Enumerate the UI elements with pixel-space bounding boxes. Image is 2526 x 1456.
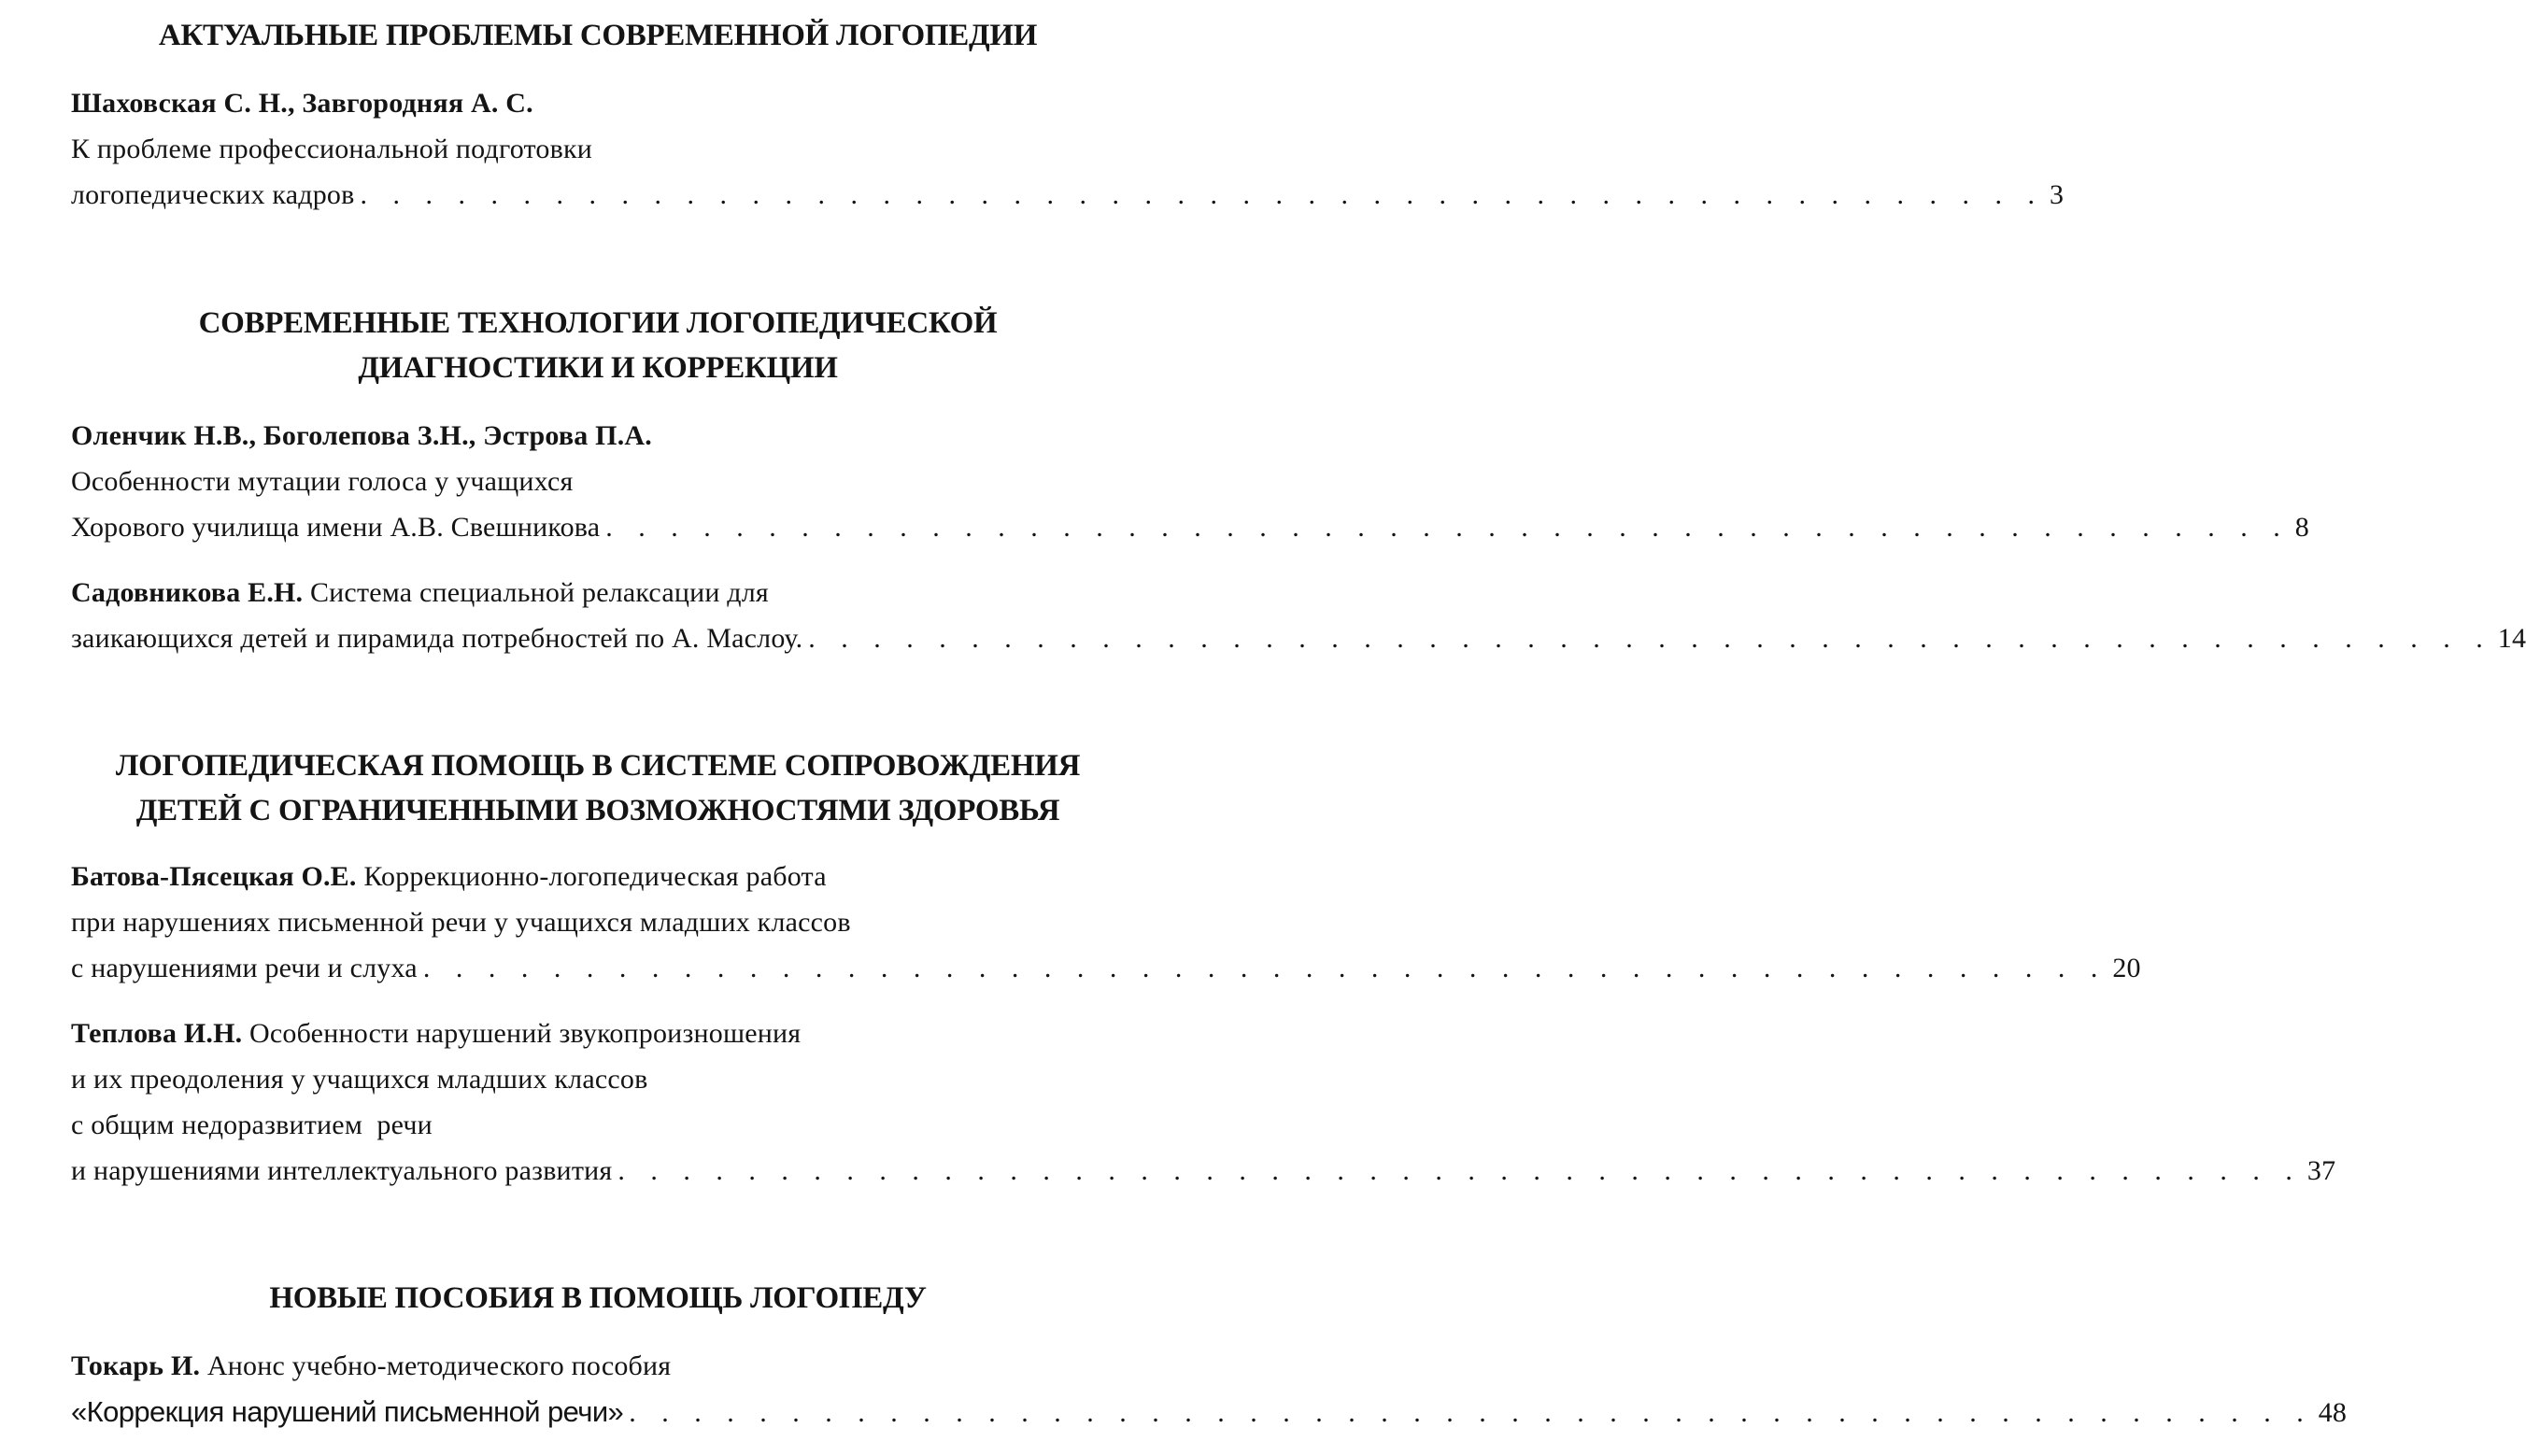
dot-leader: . . . . . . . . . . . . . . . . . . . . . . . . . . . . . . . . . . . . . . . . . . . . . . . . . . . . bbox=[629, 1397, 2313, 1428]
entry-title-line: с общим недоразвитием речи bbox=[71, 1110, 433, 1140]
toc-entry[interactable] bbox=[71, 1343, 2348, 1435]
entry-authors: Шаховская С. Н., Завгородняя А. С. bbox=[71, 88, 533, 119]
toc-entry[interactable] bbox=[71, 854, 2141, 991]
section-heading: АКТУАЛЬНЫЕ ПРОБЛЕМЫ СОВРЕМЕННОЙ ЛОГОПЕДИИ bbox=[158, 19, 1038, 52]
entry-authors: Токарь И. bbox=[71, 1350, 201, 1381]
section-heading: СОВРЕМЕННЫЕ ТЕХНОЛОГИИ ЛОГОПЕДИЧЕСКОЙ bbox=[198, 306, 998, 340]
section-heading: ЛОГОПЕДИЧЕСКАЯ ПОМОЩЬ В СИСТЕМЕ СОПРОВОЖДЕНИЯ bbox=[115, 749, 1081, 783]
entry-title-line: заикающихся детей и пирамида потребностей по А. Маслоу. bbox=[71, 623, 803, 654]
entry-authors: Садовникова Е.Н. bbox=[71, 577, 304, 608]
page-number: 14 bbox=[2497, 623, 2526, 654]
table-of-contents bbox=[71, 0, 2526, 1456]
toc-entry[interactable] bbox=[71, 80, 2065, 218]
dot-leader: . . . . . . . . . . . . . . . . . . . . . . . . . . . . . . . . . . . . . . . . . . . . . . . . . . . . bbox=[605, 512, 2290, 543]
entry-title-line: и нарушениями интеллектуального развития bbox=[71, 1155, 613, 1186]
entry-title-line: и их преодоления у учащихся младших классов bbox=[71, 1064, 648, 1095]
entry-title-line: Особенности нарушений звукопроизношения bbox=[249, 1018, 802, 1049]
dot-leader: . . . . . . . . . . . . . . . . . . . . . . . . . . . . . . . . . . . . . . . . . . . . . . . . . . . . bbox=[617, 1155, 2302, 1186]
entry-title-line: Особенности мутации голоса у учащихся bbox=[71, 466, 574, 497]
entry-authors: Теплова И.Н. bbox=[71, 1018, 243, 1049]
page-number: 48 bbox=[2318, 1397, 2348, 1428]
section-heading: ДЕТЕЙ С ОГРАНИЧЕННЫМИ ВОЗМОЖНОСТЯМИ ЗДОРОВЬЯ bbox=[135, 794, 1060, 827]
dot-leader: . . . . . . . . . . . . . . . . . . . . . . . . . . . . . . . . . . . . . . . . . . . . . . . . . . . . bbox=[360, 179, 2044, 210]
entry-title-line: Коррекционно-логопедическая работа bbox=[363, 861, 827, 892]
toc-entry[interactable] bbox=[71, 570, 2526, 661]
entry-title-line: логопедических кадров bbox=[71, 179, 355, 210]
toc-section bbox=[71, 743, 1125, 833]
page-number: 20 bbox=[2112, 953, 2141, 983]
dot-leader: . . . . . . . . . . . . . . . . . . . . . . . . . . . . . . . . . . . . . . . . . . . . . . . . . . . . bbox=[422, 953, 2107, 983]
entry-last-line bbox=[71, 172, 2065, 218]
toc-section bbox=[71, 301, 1125, 390]
page-number: 37 bbox=[2306, 1155, 2336, 1186]
entry-title-line: Хорового училища имени А.В. Свешникова bbox=[71, 512, 601, 543]
entry-title-line: Анонс учебно-методического пособия bbox=[206, 1350, 672, 1381]
section-heading: ДИАГНОСТИКИ И КОРРЕКЦИИ bbox=[358, 351, 838, 385]
entry-title-line: К проблеме профессиональной подготовки bbox=[71, 134, 593, 164]
entry-last-line bbox=[71, 1389, 2348, 1435]
page-number: 3 bbox=[2049, 179, 2065, 210]
toc-entry[interactable] bbox=[71, 1011, 2336, 1194]
entry-title-line: с нарушениями речи и слуха bbox=[71, 953, 418, 983]
entry-last-line bbox=[71, 504, 2309, 550]
entry-last-line bbox=[71, 1148, 2336, 1194]
entry-title-line: при нарушениях письменной речи у учащихся младших классов bbox=[71, 907, 851, 938]
entry-authors: Оленчик Н.В., Боголепова З.Н., Эстрова П.А. bbox=[71, 420, 652, 451]
entry-authors: Батова-Пясецкая О.Е. bbox=[71, 861, 357, 892]
toc-entry[interactable] bbox=[71, 413, 2309, 550]
toc-section bbox=[71, 1276, 1125, 1321]
entry-title-line: Система специальной релаксации для bbox=[309, 577, 769, 608]
dot-leader: . . . . . . . . . . . . . . . . . . . . . . . . . . . . . . . . . . . . . . . . . . . . . . . . . . . . bbox=[808, 623, 2492, 654]
entry-last-line bbox=[71, 615, 2526, 661]
section-heading: НОВЫЕ ПОСОБИЯ В ПОМОЩЬ ЛОГОПЕДУ bbox=[269, 1281, 927, 1315]
entry-last-line bbox=[71, 945, 2141, 991]
page-number: 8 bbox=[2294, 512, 2309, 543]
entry-title-line: «Коррекция нарушений письменной речи» bbox=[71, 1395, 624, 1428]
toc-section bbox=[71, 13, 1125, 58]
